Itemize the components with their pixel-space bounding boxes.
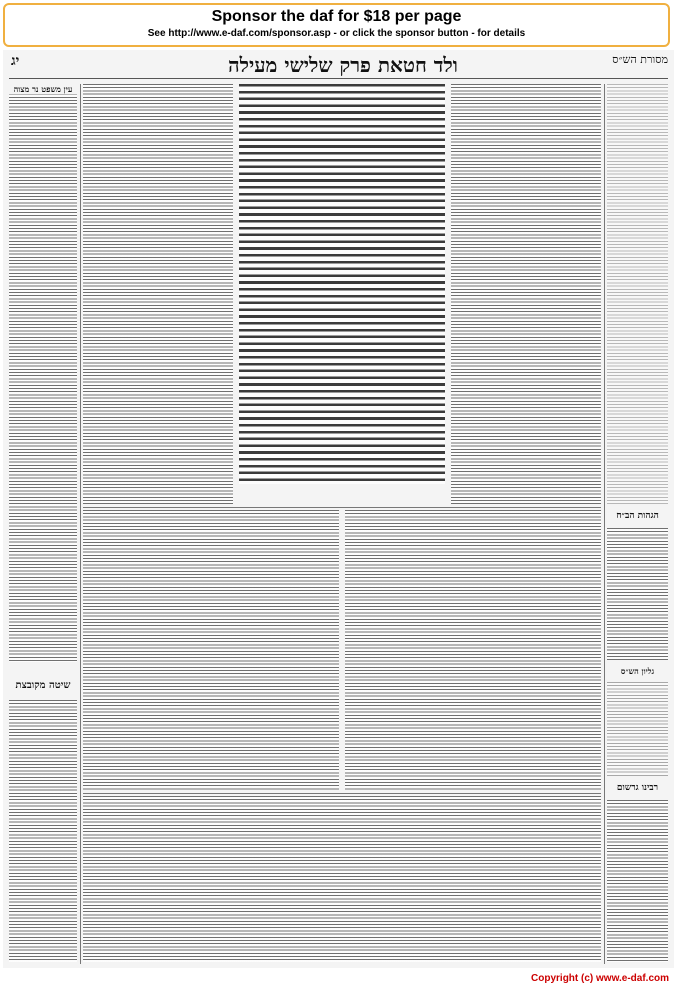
rashi-text (451, 84, 601, 504)
ein-mishpat-column (9, 84, 77, 662)
bottom-text (83, 796, 601, 962)
sponsor-title[interactable]: Sponsor the daf for $18 per page (211, 8, 462, 25)
gemara-column (239, 84, 445, 484)
gemara-text (239, 84, 445, 484)
ein-mishpat-text (9, 84, 77, 662)
divider-lower (83, 793, 601, 794)
hagahot-column (607, 510, 668, 660)
hagahot-text (607, 528, 668, 660)
rabbeinu-gershom-label: רבינו גרשום (607, 782, 668, 793)
gilyon-column (607, 666, 668, 776)
rabbeinu-gershom-column (607, 782, 668, 962)
masoret-text (607, 84, 668, 504)
sponsor-subtitle[interactable]: See http://www.e-daf.com/sponsor.asp - or click the sponsor button - for details (147, 28, 526, 39)
tosafot-text (83, 84, 233, 504)
lower-commentary-right (345, 510, 601, 790)
masoret-column (607, 84, 668, 504)
divider-left (80, 84, 81, 964)
daf-number: יג (11, 53, 20, 69)
sponsor-banner[interactable] (3, 3, 670, 47)
ein-mishpat-label: עין משפט נר מצוה (9, 84, 77, 94)
shita-text (9, 700, 77, 962)
tosafot-column (83, 84, 233, 504)
masoret-label: מסורת הש״ס (612, 53, 668, 66)
shita-column (9, 680, 77, 962)
rabbeinu-gershom-text (607, 800, 668, 962)
copyright-link[interactable]: Copyright (c) www.e-daf.com (531, 973, 669, 984)
lower-commentary-left (83, 510, 339, 790)
shita-label: שיטה מקובצת (9, 680, 77, 691)
hagahot-label: הגהות הב״ח (607, 510, 668, 521)
divider-right (604, 84, 605, 964)
chapter-title: ולד חטאת פרק שלישי מעילה (228, 53, 458, 77)
bottom-commentary (83, 796, 601, 962)
gilyon-label: גליון הש״ס (607, 666, 668, 676)
header-rule (9, 78, 668, 79)
lower-left-text (83, 510, 339, 790)
lower-right-text (345, 510, 601, 790)
divider-mid (83, 507, 601, 508)
gilyon-text (607, 682, 668, 776)
rashi-column (451, 84, 601, 504)
talmud-page-scan (3, 50, 674, 968)
